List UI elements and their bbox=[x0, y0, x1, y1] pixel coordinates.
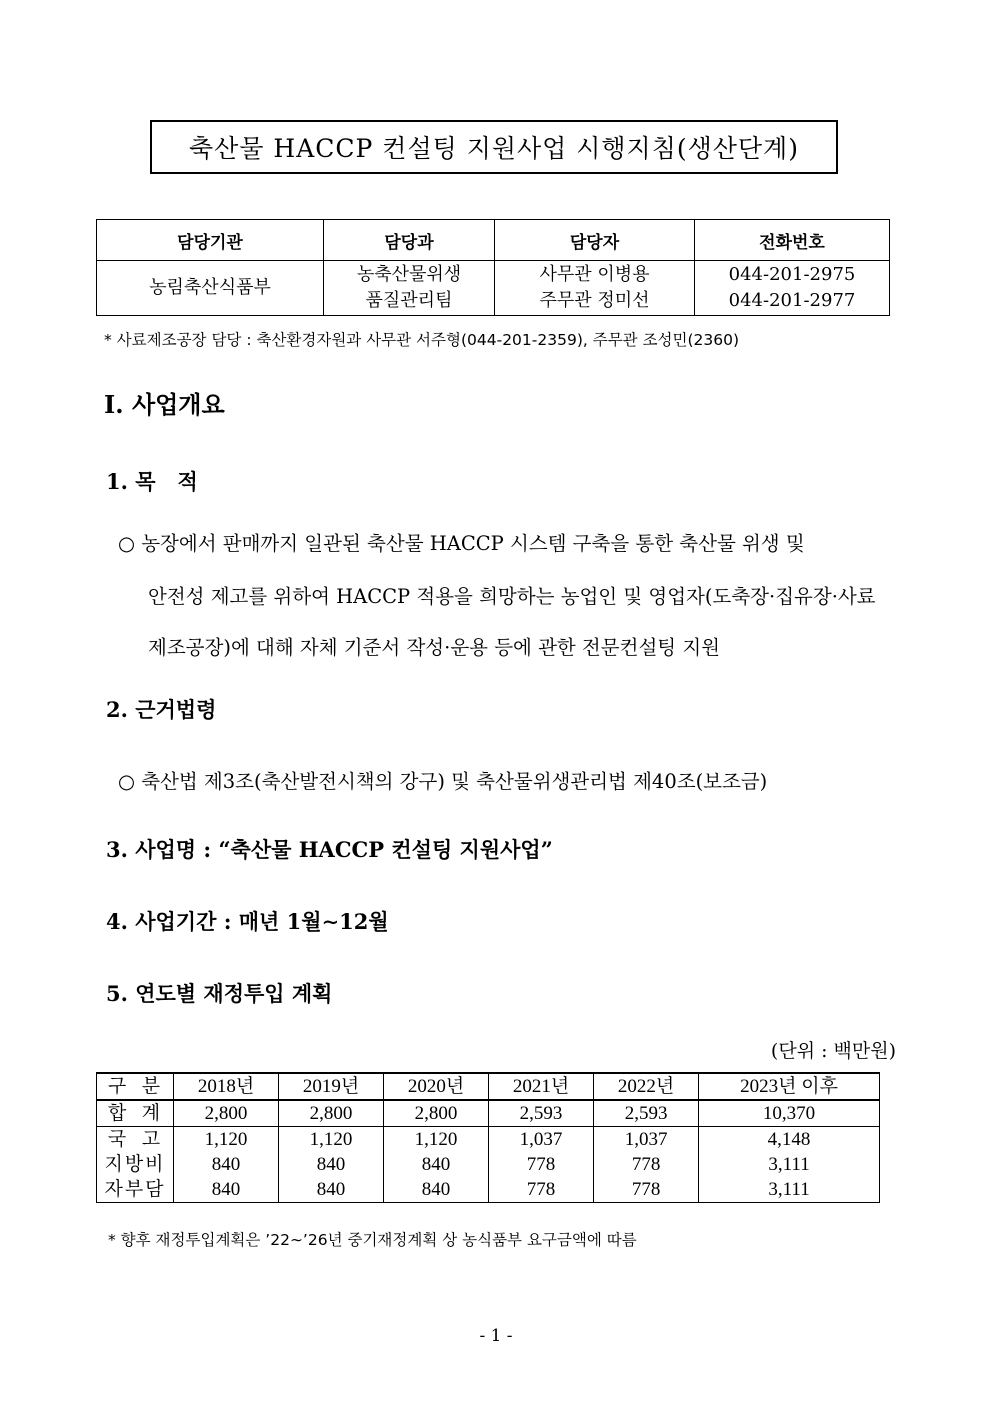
budget-cell: 778 bbox=[594, 1152, 699, 1177]
contact-dept-line2: 품질관리팀 bbox=[365, 290, 453, 311]
budget-note: * 향후 재정투입계획은 ’22∼’26년 중기재정계획 상 농식품부 요구금액에 따름 bbox=[108, 1231, 637, 1249]
budget-plan-heading: 5. 연도별 재정투입 계획 bbox=[106, 981, 333, 1006]
budget-cell: 1,037 bbox=[489, 1127, 594, 1153]
contact-dept-line1: 농축산물위생 bbox=[356, 264, 462, 285]
budget-cell: 2,593 bbox=[489, 1100, 594, 1127]
budget-cell: 10,370 bbox=[699, 1100, 880, 1127]
budget-year-2019: 2019년 bbox=[279, 1073, 384, 1100]
page-number: - 1 - bbox=[479, 1326, 513, 1346]
section-title: Ⅰ. 사업개요 bbox=[104, 390, 225, 419]
contact-phone-line2: 044-201-2977 bbox=[728, 290, 856, 311]
budget-table bbox=[96, 1072, 880, 1203]
budget-year-2023-after: 2023년 이후 bbox=[699, 1073, 880, 1100]
budget-cell: 1,037 bbox=[594, 1127, 699, 1153]
budget-cell: 1,120 bbox=[279, 1127, 384, 1153]
project-period-heading: 4. 사업기간 : 매년 1월∼12월 bbox=[106, 909, 389, 934]
document-title-box bbox=[150, 120, 838, 174]
legal-basis-line: ○ 축산법 제3조(축산발전시책의 강구) 및 축산물위생관리법 제40조(보조금) bbox=[118, 770, 768, 793]
contact-header-dept: 담당과 bbox=[324, 220, 495, 261]
budget-row-label: 지방비 bbox=[97, 1152, 174, 1177]
project-name-heading: 3. 사업명 : “축산물 HACCP 컨설팅 지원사업” bbox=[106, 837, 553, 862]
budget-cell: 2,593 bbox=[594, 1100, 699, 1127]
budget-header-row bbox=[97, 1073, 880, 1100]
budget-cell: 840 bbox=[279, 1152, 384, 1177]
contact-dept bbox=[324, 261, 495, 316]
budget-cell: 840 bbox=[384, 1152, 489, 1177]
contact-header-org: 담당기관 bbox=[97, 220, 324, 261]
budget-cell: 840 bbox=[174, 1152, 279, 1177]
budget-unit: (단위 : 백만원) bbox=[770, 1040, 896, 1062]
budget-cell: 840 bbox=[384, 1177, 489, 1203]
contact-header-person: 담당자 bbox=[495, 220, 695, 261]
purpose-line-1: ○ 농장에서 판매까지 일관된 축산물 HACCP 시스템 구축을 통한 축산물 위생 및 bbox=[118, 532, 805, 555]
budget-row-national bbox=[97, 1127, 880, 1153]
budget-cell: 1,120 bbox=[174, 1127, 279, 1153]
budget-row-local bbox=[97, 1152, 880, 1177]
contact-person-line1: 사무관 이병용 bbox=[539, 264, 650, 285]
budget-cell: 2,800 bbox=[174, 1100, 279, 1127]
budget-cell: 3,111 bbox=[699, 1177, 880, 1203]
budget-year-2020: 2020년 bbox=[384, 1073, 489, 1100]
budget-cell: 2,800 bbox=[384, 1100, 489, 1127]
budget-cell: 840 bbox=[279, 1177, 384, 1203]
budget-row-total bbox=[97, 1100, 880, 1127]
purpose-line-3: 제조공장)에 대해 자체 기준서 작성·운용 등에 관한 전문컨설팅 지원 bbox=[148, 636, 720, 659]
budget-cell: 1,120 bbox=[384, 1127, 489, 1153]
budget-year-2018: 2018년 bbox=[174, 1073, 279, 1100]
budget-cell: 4,148 bbox=[699, 1127, 880, 1153]
contact-phone bbox=[695, 261, 890, 316]
budget-row-label: 자부담 bbox=[97, 1177, 174, 1203]
budget-row-label: 국 고 bbox=[97, 1127, 174, 1153]
budget-cell: 3,111 bbox=[699, 1152, 880, 1177]
budget-cell: 840 bbox=[174, 1177, 279, 1203]
contact-table bbox=[96, 219, 890, 316]
budget-year-2021: 2021년 bbox=[489, 1073, 594, 1100]
document-title: 축산물 HACCP 컨설팅 지원사업 시행지침(생산단계) bbox=[189, 134, 799, 163]
budget-cell: 778 bbox=[489, 1177, 594, 1203]
feed-factory-note: * 사료제조공장 담당 : 축산환경자원과 사무관 서주형(044-201-2359), 주무관 조성민(2360) bbox=[104, 331, 740, 349]
contact-header-phone: 전화번호 bbox=[695, 220, 890, 261]
budget-cell: 778 bbox=[489, 1152, 594, 1177]
contact-data-row bbox=[97, 261, 890, 316]
contact-person-line2: 주무관 정미선 bbox=[539, 290, 650, 311]
purpose-line-2: 안전성 제고를 위하여 HACCP 적용을 희망하는 농업인 및 영업자(도축장·집유장·사료 bbox=[148, 585, 876, 608]
budget-year-2022: 2022년 bbox=[594, 1073, 699, 1100]
budget-cell: 2,800 bbox=[279, 1100, 384, 1127]
purpose-heading: 1. 목 적 bbox=[106, 469, 198, 494]
budget-row-label: 합 계 bbox=[97, 1100, 174, 1127]
legal-basis-heading: 2. 근거법령 bbox=[106, 697, 217, 722]
contact-org: 농림축산식품부 bbox=[97, 261, 324, 316]
purpose-paragraph bbox=[118, 528, 876, 659]
budget-row-self bbox=[97, 1177, 880, 1203]
contact-phone-line1: 044-201-2975 bbox=[728, 264, 856, 285]
budget-corner: 구 분 bbox=[97, 1073, 174, 1100]
contact-header-row bbox=[97, 220, 890, 261]
budget-cell: 778 bbox=[594, 1177, 699, 1203]
contact-person bbox=[495, 261, 695, 316]
